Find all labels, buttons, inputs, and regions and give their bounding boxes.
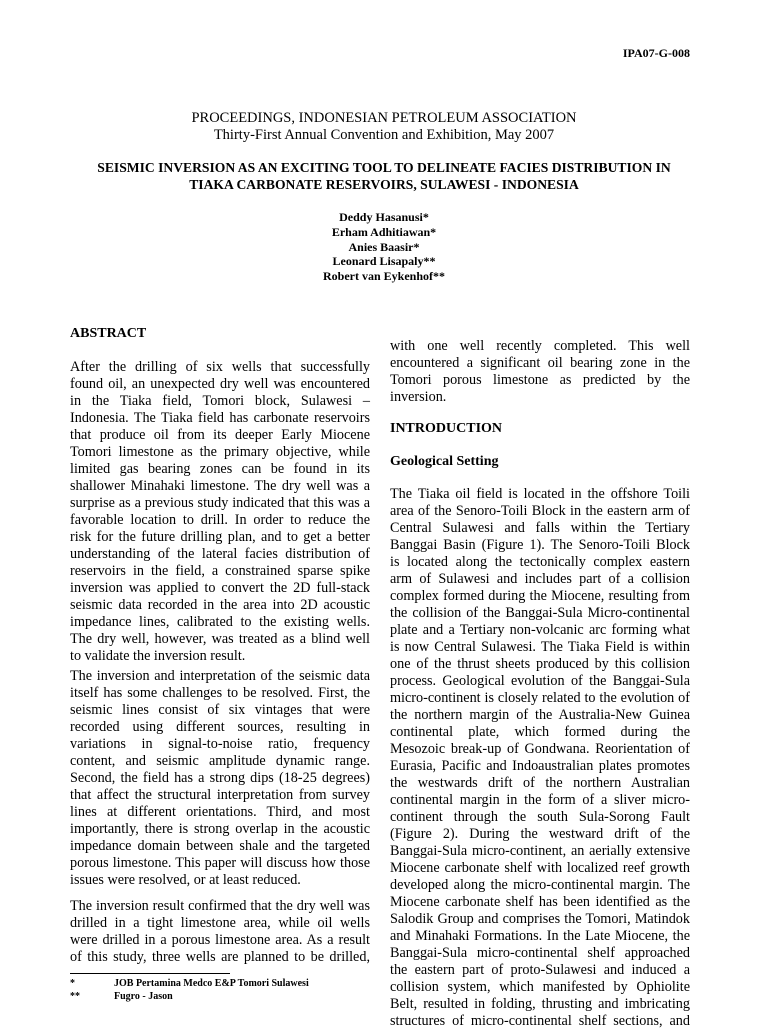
text-line: reservoirs in the field, a constrained sparse spike bbox=[70, 563, 370, 579]
text-line: the collision of the Banggai-Sula Micro-continental bbox=[390, 605, 690, 621]
text-line: recorded using different sources, resulting in bbox=[70, 719, 370, 735]
footnote-rule bbox=[70, 973, 230, 974]
text-line: to validate the inversion result. bbox=[70, 648, 246, 664]
text-line: Banggai-Sula micro-continental shelf approached bbox=[390, 945, 690, 961]
text-line: Tomori porous limestone as predicted by the bbox=[390, 372, 690, 388]
text-line: the westwards drift of the northern Australian bbox=[390, 775, 690, 791]
text-line: the northern margin of the Australia-New Guinea bbox=[390, 707, 690, 723]
text-line: micro-continent is closely related to the evolution of bbox=[390, 690, 690, 706]
text-line: seismic data recorded in the area into 2D acoustic bbox=[70, 597, 370, 613]
text-line: in the Tiaka field, Tomori block, Sulawesi – bbox=[70, 393, 370, 409]
text-line: one of the thrust sheets produced by this collision bbox=[390, 656, 690, 672]
text-line: and Minahaki Formations. In the Late Miocene, the bbox=[390, 928, 690, 944]
text-line: inversion. bbox=[390, 389, 447, 405]
text-line: developed along the micro-continental margin. The bbox=[390, 877, 690, 893]
paper-title-line-1: SEISMIC INVERSION AS AN EXCITING TOOL TO DELINEATE FACIES DISTRIBUTION IN bbox=[97, 160, 671, 175]
text-line: risk for the future drilling plan, and to get a better bbox=[70, 529, 370, 545]
text-line: Belt, resulted in folding, thrusting and imbricating bbox=[390, 996, 690, 1012]
convention-line: Thirty-First Annual Convention and Exhibition, May 2007 bbox=[213, 127, 555, 143]
text-line: the eastern part of proto-Sulawesi and induced a bbox=[390, 962, 690, 978]
text-line: impedance lines, calibrated to the existing wells. bbox=[70, 614, 370, 630]
text-line: porous limestone. This paper will discuss how those bbox=[70, 855, 370, 871]
text-line: After the drilling of six wells that successfully bbox=[70, 359, 370, 375]
text-line: arm of Sulawesi and includes part of a collision bbox=[390, 571, 690, 587]
text-line: that affect the structural interpretation from survey bbox=[70, 787, 370, 803]
text-line: with one well recently completed. This well bbox=[390, 338, 690, 354]
text-line: drilled in a tight limestone area, while oil wells bbox=[70, 915, 370, 931]
text-line: Indonesia. The Tiaka field has carbonate reservoirs bbox=[70, 410, 370, 426]
paper-id: IPA07-G-008 bbox=[622, 46, 690, 60]
text-line: continental margin in the form of a sliver micro- bbox=[390, 792, 690, 808]
text-line: collision system, which manifested by Ophiolite bbox=[390, 979, 690, 995]
text-line: area of the Senoro-Toili Block in the eastern arm of bbox=[390, 503, 690, 519]
text-line: Eurasia, Pacific and Indoaustralian plates promotes bbox=[390, 758, 690, 774]
text-line: understanding of the lateral facies distribution of bbox=[70, 546, 370, 562]
text-line: Banggai-Sula micro-continent, an aerially extensive bbox=[390, 843, 690, 859]
text-line: Banggai Basin (Figure 1). The Senoro-Toili Block bbox=[390, 537, 690, 553]
text-line: lines at different orientations. Third, and most bbox=[70, 804, 370, 820]
text-line: found oil, an unexpected dry well was encountered bbox=[70, 376, 370, 392]
text-line: limited gas bearing zones can be found in its bbox=[70, 461, 370, 477]
footnote-text: Fugro - Jason bbox=[114, 991, 173, 1002]
footnote-mark: ** bbox=[70, 991, 80, 1002]
text-line: surprise as a previous study indicated that this was a bbox=[70, 495, 370, 511]
footnote-text: JOB Pertamina Medco E&P Tomori Sulawesi bbox=[114, 978, 309, 989]
text-line: Second, the field has a strong dips (18-25 degrees) bbox=[70, 770, 370, 786]
text-line: itself has some challenges to be resolved. First, the bbox=[70, 685, 370, 701]
text-line: impedance domain between shale and the targeted bbox=[70, 838, 370, 854]
text-line: is now Central Sulawesi. The Tiaka Field is within bbox=[390, 639, 690, 655]
text-line: The inversion result confirmed that the dry well was bbox=[70, 898, 370, 914]
text-line: Miocene carbonate shelf with localized reef growth bbox=[390, 860, 690, 876]
text-line: (Figure 2). During the westward drift of the bbox=[390, 826, 690, 842]
paper-title-line-2: TIAKA CARBONATE RESERVOIRS, SULAWESI - INDONESIA bbox=[189, 177, 579, 192]
text-line: inversion was applied to convert the 2D full-stack bbox=[70, 580, 370, 596]
abstract-heading: ABSTRACT bbox=[70, 326, 147, 341]
text-line: shallower Minahaki limestone. The dry well was a bbox=[70, 478, 370, 494]
text-line: of this study, three wells are planned to be drilled, bbox=[70, 949, 370, 965]
introduction-heading: INTRODUCTION bbox=[390, 421, 503, 436]
text-line: The inversion and interpretation of the seismic data bbox=[70, 668, 370, 684]
text-line: complex formed during the Miocene, resulting from bbox=[390, 588, 690, 604]
text-line: issues were resolved, or at least reduced. bbox=[70, 872, 301, 888]
text-line: favorable location to drill. In order to reduce the bbox=[70, 512, 370, 528]
text-line: structures of micro-continental shelf sections, and bbox=[390, 1013, 690, 1029]
text-line: Tomori limestone as the primary objective, while bbox=[70, 444, 370, 460]
text-line: content, and seismic amplitude dynamic range. bbox=[70, 753, 370, 769]
author-name: Leonard Lisapaly** bbox=[332, 254, 436, 268]
text-line: seismic lines consist of six vintages that were bbox=[70, 702, 370, 718]
text-line: continent through the south Sula-Sorong Fault bbox=[390, 809, 690, 825]
text-line: importantly, there is strong overlap in the acoustic bbox=[70, 821, 370, 837]
footnote-mark: * bbox=[70, 978, 75, 989]
author-name: Deddy Hasanusi* bbox=[339, 210, 429, 224]
text-line: The Tiaka oil field is located in the offshore Toili bbox=[390, 486, 690, 502]
text-line: The dry well, however, was treated as a blind well bbox=[70, 631, 370, 647]
footnote bbox=[70, 991, 173, 1002]
text-line: variations in signal-to-noise ratio, frequency bbox=[70, 736, 370, 752]
proceedings-line: PROCEEDINGS, INDONESIAN PETROLEUM ASSOCIATION bbox=[191, 110, 577, 126]
geological-setting-subheading: Geological Setting bbox=[390, 454, 499, 469]
text-line: continental plate, which formed during the bbox=[390, 724, 690, 740]
footnote bbox=[70, 978, 309, 989]
text-line: Mesozoic break-up of Gondwana. Reorientation of bbox=[390, 741, 690, 757]
text-line: is located along the tectonically complex eastern bbox=[390, 554, 690, 570]
text-line: Central Sulawesi and falls within the Tertiary bbox=[390, 520, 690, 536]
text-line: Miocene carbonate shelf has been identified as the bbox=[390, 894, 690, 910]
text-line: Salodik Group and comprises the Tomori, Matindok bbox=[390, 911, 690, 927]
text-line: encountered a significant oil bearing zone in the bbox=[390, 355, 690, 371]
text-line: process. Geological evolution of the Banggai-Sula bbox=[390, 673, 690, 689]
author-name: Anies Baasir* bbox=[348, 240, 420, 254]
author-name: Erham Adhitiawan* bbox=[331, 225, 437, 239]
text-line: were drilled in a porous limestone area. As a result bbox=[70, 932, 370, 948]
text-line: plate and a Tertiary non-volcanic arc forming what bbox=[390, 622, 690, 638]
text-line: that produce oil from its deeper Early Miocene bbox=[70, 427, 370, 443]
author-name: Robert van Eykenhof** bbox=[322, 269, 445, 283]
